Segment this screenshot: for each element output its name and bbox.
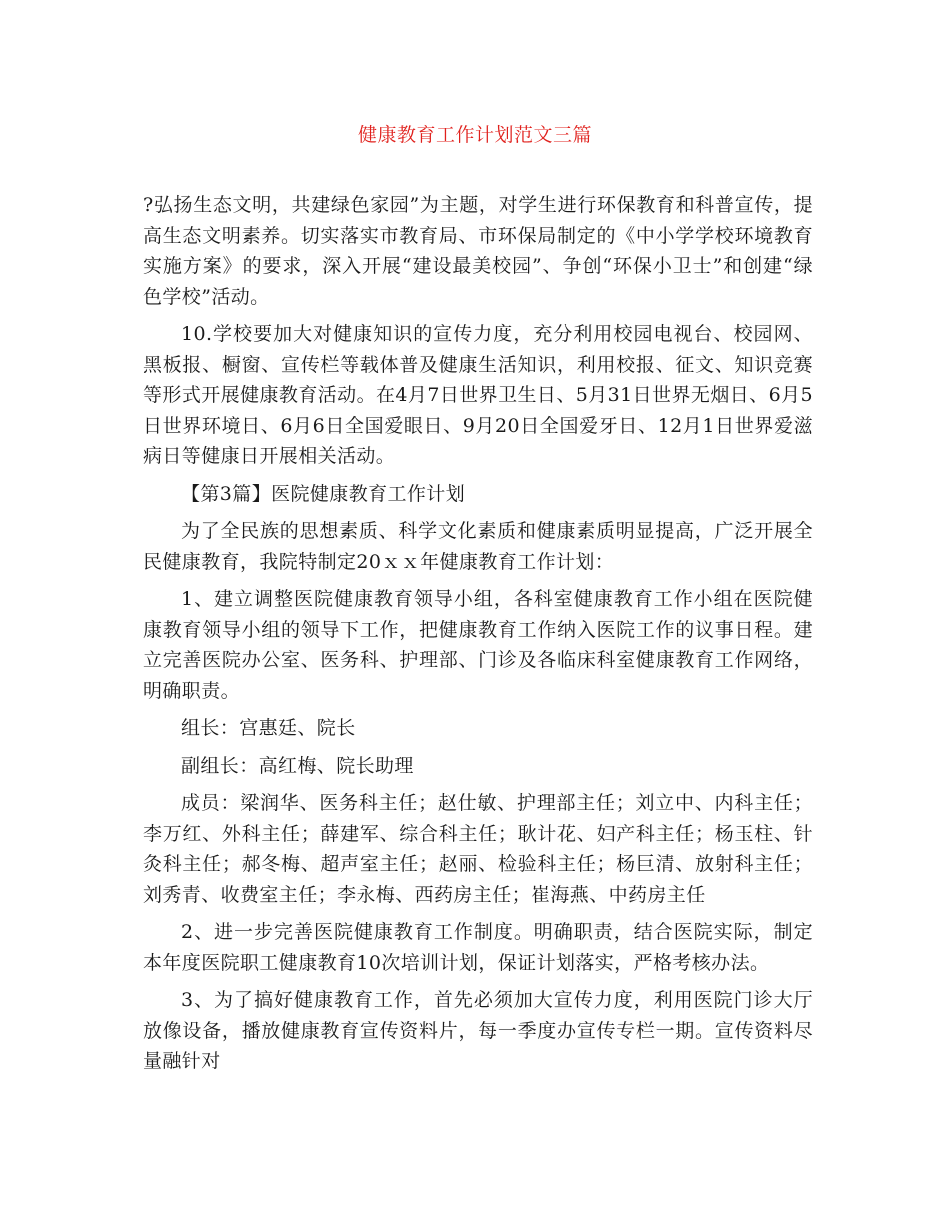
paragraph: 2、进一步完善医院健康教育工作制度。明确职责，结合医院实际，制定本年度医院职工健康教育10次培训计划，保证计划落实，严格考核办法。 — [143, 921, 813, 974]
paragraph: 成员：梁润华、医务科主任；赵仕敏、护理部主任；刘立中、内科主任；李万红、外科主任；薛建军、综合科主任；耿计花、妇产科主任；杨玉柱、针灸科主任；郝冬梅、超声室主任；赵丽、检验科主任；杨巨清、放射科主任；刘秀青、收费室主任；李永梅、西药房主任；崔海燕、中药房主任 — [143, 792, 813, 906]
document-body — [143, 190, 813, 1084]
paragraph: 【第3篇】医院健康教育工作计划 — [181, 482, 466, 505]
paragraph: ?弘扬生态文明，共建绿色家园”为主题，对学生进行环保教育和科普宣传，提高生态文明素养。切实落实市教育局、市环保局制定的《中小学学校环境教育实施方案》的要求，深入开展“建设最美校园”、争创“环保小卫士”和创建“绿色学校”活动。 — [143, 194, 813, 308]
document-title: 健康教育工作计划范文三篇 — [357, 124, 592, 146]
paragraph: 组长：宫惠廷、院长 — [181, 717, 356, 739]
paragraph: 为了全民族的思想素质、科学文化素质和健康素质明显提高，广泛开展全民健康教育，我院特制定20ｘｘ年健康教育工作计划： — [143, 520, 813, 573]
paragraph: 副组长：高红梅、院长助理 — [181, 754, 414, 777]
paragraph: 1、建立调整医院健康教育领导小组，各科室健康教育工作小组在医院健康教育领导小组的领导下工作，把健康教育工作纳入医院工作的议事日程。建立完善医院办公室、医务科、护理部、门诊及各临床科室健康教育工作网络，明确职责。 — [143, 588, 813, 702]
paragraph: 10.学校要加大对健康知识的宣传力度，充分利用校园电视台、校园网、黑板报、橱窗、宣传栏等载体普及健康生活知识，利用校报、征文、知识竞赛等形式开展健康教育活动。在4月7日世界卫生日、5月31日世界无烟日、6月5日世界环境日、6月6日全国爱眼日、9月20日全国爱牙日、12月1日世界爱滋病日等健康日开展相关活动。 — [143, 323, 813, 467]
paragraph: 3、为了搞好健康教育工作，首先必须加大宣传力度，利用医院门诊大厅放像设备，播放健康教育宣传资料片，每一季度办宣传专栏一期。宣传资料尽量融针对 — [143, 989, 813, 1072]
